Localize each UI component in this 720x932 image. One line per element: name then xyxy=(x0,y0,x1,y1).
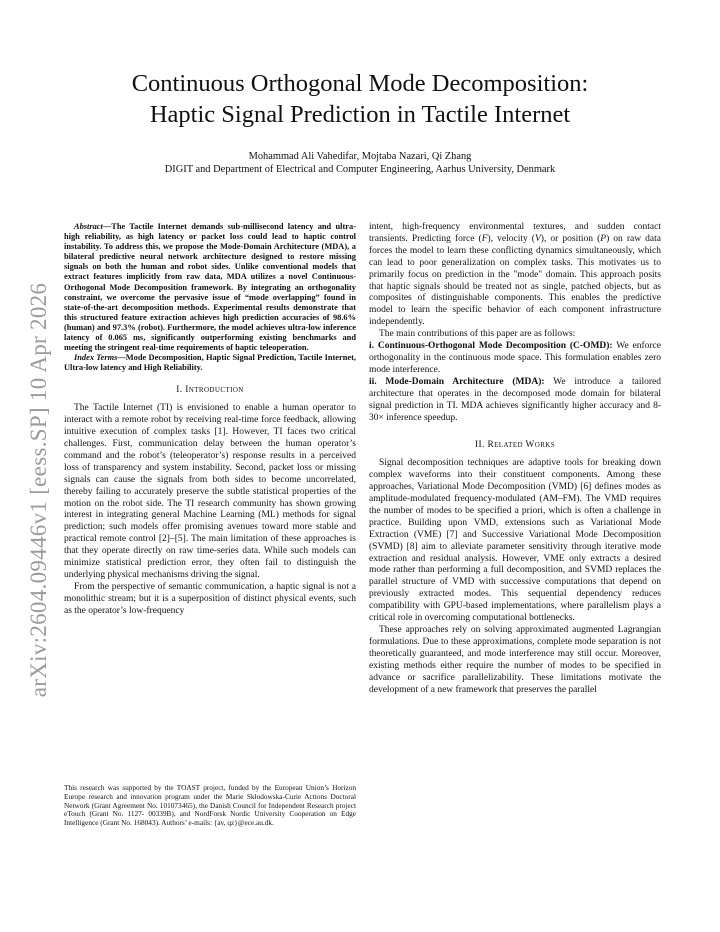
contribution-2-label: ii. Mode-Domain Architecture (MDA): xyxy=(369,376,545,387)
text-span: ), or position ( xyxy=(540,233,601,244)
contribution-1 xyxy=(369,341,661,377)
abstract-label: Abstract xyxy=(74,222,103,231)
arxiv-identifier: arXiv:2604.09446v1 [eess.SP] 10 Apr 2026 xyxy=(26,282,51,698)
footnote: This research was supported by the TOAST project, funded by the European Union’s Horizon Europe research and innovation program under the Marie Skłodowska-Curie Actions Doctoral Network (Grant Agreement No. 101073465), the Danish Council for Independent Research project eTouch (Grant No. 1127- 00339B), and NordForsk Nordic University Cooperation on Edge Intelligence (Grant No. 168043). Authors’ e-mails: {av, qz}@ece.au.dk. xyxy=(64,783,356,828)
left-column xyxy=(64,222,356,618)
author-affiliation: DIGIT and Department of Electrical and Computer Engineering, Aarhus University, Denmark xyxy=(164,164,556,175)
contribution-1-label: i. Continuous-Orthogonal Mode Decomposition (C-OMD): xyxy=(369,341,613,352)
related-paragraph-2: These approaches rely on solving approximated augmented Lagrangian formulations. Due to these approximations, complete mode separation is not theoretically guaranteed, and mode interference may still occur. Moreover, existing methods either require the number of modes to be specified in advance or sacrifice parallelizability. These limitations motivate the development of a new framework that preserves the parallel xyxy=(369,625,661,695)
intro-paragraph-1: The Tactile Internet (TI) is envisioned to enable a human operator to interact with a remote robot by receiving real-time force feedback, allowing intuitive execution of complex tasks [1]. However, TI faces two critical challenges. First, communication delay between the human operator’s command and the robot’s (teleoperator’s) response results in a perceived loss of transparency and system instability. Second, packet loss or missing signals can cause the signals from both sides to become uncorrelated, thereby failing to accurately preserve the subtle statistical properties of the motion on the robot side. The TI research community has shown growing interest in integrating general Machine Learning (ML) methods for signal prediction; such models offer promising avenues toward more stable and practical remote control [2]–[5]. The main limitation of these approaches is that they operate directly on raw time-series data. While such models can minimize statistical prediction error, they often fail to distinguish the underlying physical mechanisms driving the signal. xyxy=(64,403,356,580)
paper-title xyxy=(60,68,660,130)
arxiv-identifier-margin xyxy=(14,250,64,730)
title-line-1: Continuous Orthogonal Mode Decomposition: xyxy=(131,70,589,97)
text-span: intent, high-frequency environmental textures, and sudden contact transients. Predicting force ( xyxy=(369,222,661,244)
author-names: Mohammad Ali Vahedifar, Mojtaba Nazari, Qi Zhang xyxy=(248,151,472,162)
section-heading-introduction: I. Introduction xyxy=(176,385,244,396)
index-terms xyxy=(64,353,356,373)
symbol-position: P xyxy=(600,233,607,244)
contribution-2 xyxy=(369,377,661,425)
contributions-intro: The main contributions of this paper are as follows: xyxy=(379,329,576,340)
related-paragraph-1: Signal decomposition techniques are adaptive tools for breaking down complex waveforms into their constituent components. Among these approaches, Variational Mode Decomposition (VMD) [6] defines modes as amplitude-modulated frequency-modulated (AM–FM). The VMD requires the number of modes to be specified a priori, which is often a challenge in practice. Building upon VMD, extensions such as Variational Mode Extraction (VME) [7] and Successive Variational Mode Decomposition (SVMD) [8] aim to alleviate parameter sensitivity through iterative mode extraction and residual analysis. However, VME only extracts a desired mode rather than performing a full decomposition, and SVMD replaces the parallel structure of VMD with successive computations that depend on previously extracted modes. This sequential dependency reduces compatibility with GPU-based implementations, where parallelism plays a critical role in overcoming computational bottlenecks. xyxy=(369,458,661,624)
author-block xyxy=(60,150,660,176)
symbol-force: F xyxy=(481,233,488,244)
contribution-2-text: We introduce a tailored architecture that operates in the decomposed mode domain for bilateral signal prediction in TI. MDA achieves significantly higher accuracy and 8-30× inference speedup. xyxy=(369,376,661,423)
abstract-text: —The Tactile Internet demands sub-millisecond latency and ultra-high reliability, as high latency or packet loss could lead to haptic control instability. To address this, we propose the Mode-Domain Architecture (MDA), a bilateral predictive neural network architecture designed to restore missing signals on both the human and robot sides. Unlike conventional models that extract features implicitly from raw data, MDA utilizes a novel Continuous-Orthogonal Mode Decomposition framework. By integrating an orthogonality constraint, we overcome the pervasive issue of “mode overlapping” found in state-of-the-art decomposition methods. Experimental results demonstrate that this structured feature extraction achieves high prediction accuracies of 98.6% (human) and 97.3% (robot). Furthermore, the model achieves ultra-low inference latency of 0.065 ms, significantly outperforming existing benchmarks and meeting the stringent real-time requirements of haptic teleoperation. xyxy=(64,222,356,353)
index-terms-label: Index Terms xyxy=(74,353,118,363)
symbol-velocity: V xyxy=(534,233,541,244)
intro-paragraph-3 xyxy=(369,222,661,329)
section-heading-related-works: II. Related Works xyxy=(474,440,556,451)
right-column xyxy=(369,222,661,696)
text-span: ), velocity ( xyxy=(487,233,535,244)
index-terms-text: —Mode Decomposition, Haptic Signal Prediction, Tactile Internet, Ultra-low latency and High Reliability. xyxy=(64,353,356,373)
contribution-1-text: We enforce orthogonality in the continuous mode space. This formulation enables zero mode interference. xyxy=(369,341,661,375)
text-span: ) on raw data forces the model to learn these conflicting dynamics simultaneously, which can lead to poor generalization on complex tasks. This motivates us to primarily focus on prediction in the "mode" domain. This approach posits that haptic signals should be treated not as single, patched objects, but as composites of distinguishable components. This enables the predictive model to learn the specific behavior of each component infrastructure independently. xyxy=(369,233,661,328)
abstract xyxy=(64,222,356,353)
title-line-2: Haptic Signal Prediction in Tactile Internet xyxy=(149,101,571,128)
intro-paragraph-2: From the perspective of semantic communication, a haptic signal is not a monolithic stream; but it is a superposition of distinct physical events, such as the operator’s low-frequency xyxy=(64,581,356,616)
